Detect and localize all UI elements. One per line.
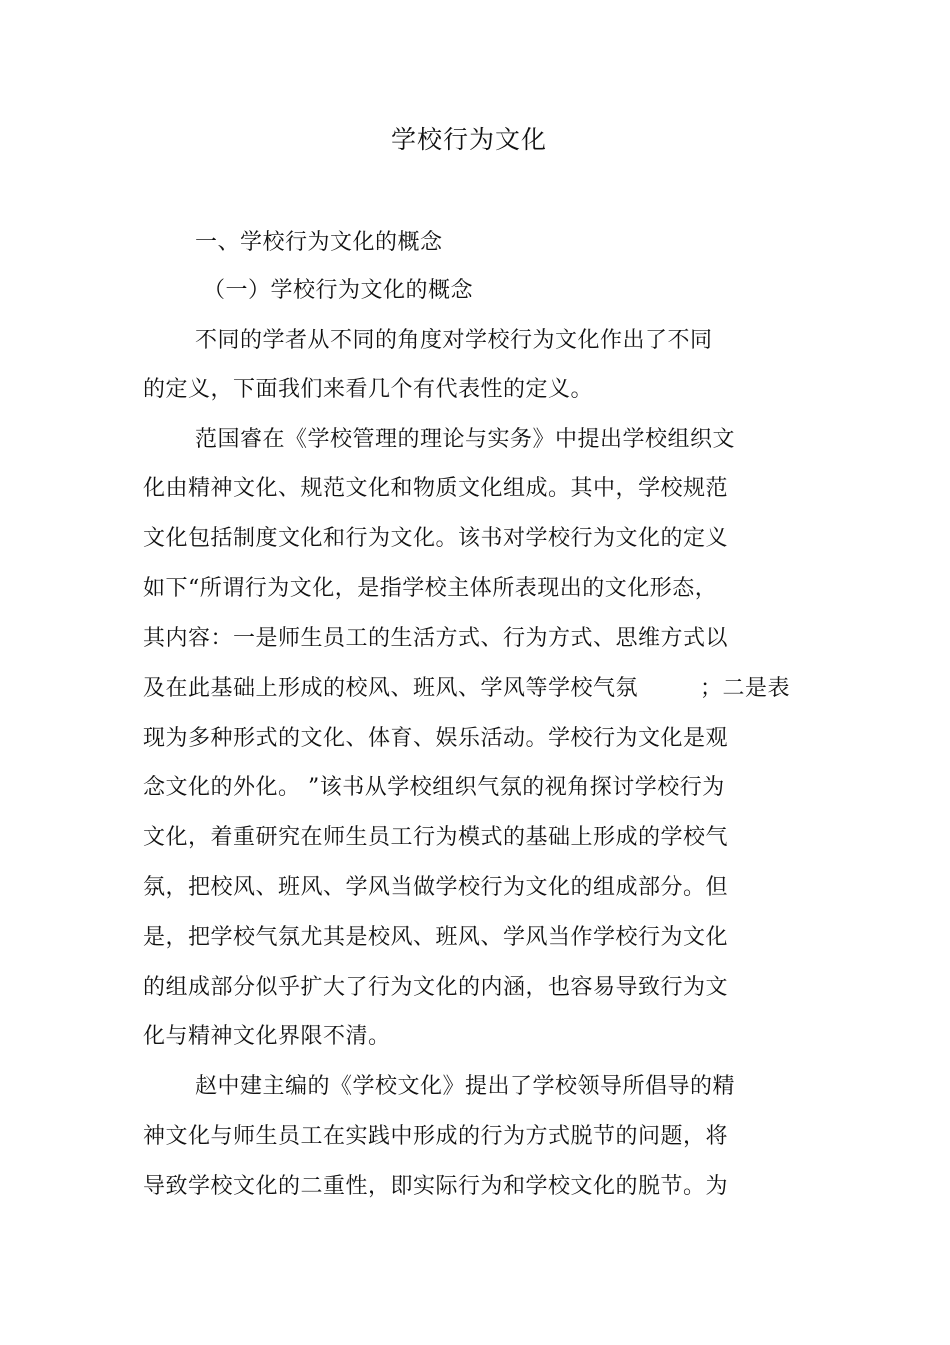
paragraph-line-part: 及在此基础上形成的校风、班风、学风等学校气氛 <box>143 676 639 701</box>
paragraph-line: 其内容：一是师生员工的生活方式、行为方式、思维方式以 <box>143 626 729 651</box>
paragraph-line: 化由精神文化、规范文化和物质文化组成。其中，学校规范 <box>143 476 729 501</box>
paragraph-line-part: ；二是表 <box>700 676 791 701</box>
paragraph-line: 的组成部分似乎扩大了行为文化的内涵，也容易导致行为文 <box>143 975 729 1000</box>
document-title: 学校行为文化 <box>390 125 547 154</box>
paragraph-line: 现为多种形式的文化、体育、娱乐活动。学校行为文化是观 <box>143 726 729 751</box>
paragraph-line: 神文化与师生员工在实践中形成的行为方式脱节的问题，将 <box>143 1124 729 1149</box>
paragraph-line: 是，把学校气氛尤其是校风、班风、学风当作学校行为文化 <box>143 925 729 950</box>
paragraph-line: 化与精神文化界限不清。 <box>143 1024 391 1049</box>
paragraph-line: 文化包括制度文化和行为文化。该书对学校行为文化的定义 <box>143 526 729 551</box>
paragraph-line: 不同的学者从不同的角度对学校行为文化作出了不同 <box>195 328 713 353</box>
paragraph-line: 范国睿在《学校管理的理论与实务》中提出学校组织文 <box>195 427 736 452</box>
paragraph-line: 导致学校文化的二重性，即实际行为和学校文化的脱节。为 <box>143 1174 729 1199</box>
paragraph-line <box>143 674 790 704</box>
paragraph-line: 文化，着重研究在师生员工行为模式的基础上形成的学校气 <box>143 825 729 850</box>
subsection-heading: （一）学校行为文化的概念 <box>203 278 474 303</box>
paragraph-line: 如下“所谓行为文化，是指学校主体所表现出的文化形态， <box>143 576 718 601</box>
section-heading: 一、学校行为文化的概念 <box>195 230 443 255</box>
paragraph-line: 赵中建主编的《学校文化》提出了学校领导所倡导的精 <box>195 1074 736 1099</box>
paragraph-line: 氛，把校风、班风、学风当做学校行为文化的组成部分。但 <box>143 875 729 900</box>
paragraph-line: 的定义，下面我们来看几个有代表性的定义。 <box>143 377 594 402</box>
paragraph-line: 念文化的外化。 ”该书从学校组织气氛的视角探讨学校行为 <box>143 775 725 800</box>
